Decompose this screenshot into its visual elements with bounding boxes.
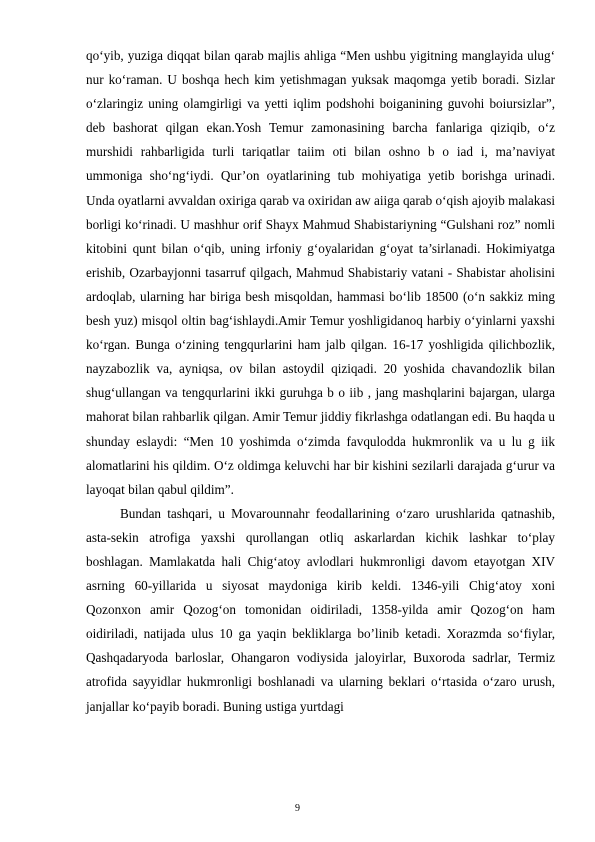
paragraph-2: Bundan tashqari, u Movarounnahr feodallarining o‘zaro urushlarida qatnashib, asta-sekin atrofiga yaxshi qurollangan otliq askarlardan kichik lashkar to‘play boshlagan. Mamlakatda hali Chig‘atoy avlodlari hukmronligi davom etayotgan XIV asrning 60-yillarida u siyosat maydoniga kirib keldi. 1346-yili Chig‘atoy xoni Qozonxon amir Qozog‘on tomonidan oidiriladi, 1358-yilda amir Qozog‘on ham oidiriladi, natijada ulus 10 ga yaqin bekliklarga bo’linib ketadi. Xorazmda so‘fiylar, Qashqadaryoda barloslar, Ohangaron vodiysida jaloyirlar, Buxoroda sadrlar, Termiz atrofida sayyidlar hukmronligi boshlanadi va ularning beklari o‘rtasida o‘zaro urush, janjallar ko‘payib boradi. Buning ustiga yurtdagi	[86, 505, 555, 714]
body-text	[86, 44, 555, 719]
paragraph-1: qo‘yib, yuziga diqqat bilan qarab majlis ahliga “Men ushbu yigitning manglayida ulug‘ nur ko‘raman. U boshqa hech kim yetishmagan yuksak maqomga yetib boradi. Sizlar o‘zlaringiz uning olamgirligi va yetti iqlim podshohi boiganining guvohi boiursizlar”, deb bashorat qilgan ekan.Yosh Temur zamonasining barcha fanlariga qiziqib, o‘z murshidi rahbarligida turli tariqatlar taiim oti bilan oshno b o iad i, ma’naviyat ummoniga sho‘ng‘iydi. Qur’on oyatlarining tub mohiyatiga yetib borishga urinadi. Unda oyatlarni avvaldan oxiriga qarab va oxiridan aw aiiga qarab o‘qish ajoyib malakasi borligi ko‘rinadi. U mashhur orif Shayx Mahmud Shabistariyning “Gulshani roz” nomli kitobini qunt bilan o‘qib, uning irfoniy g‘oyalaridan g‘oyat ta’sirlanadi. Hokimiyatga erishib, Ozarbayjonni tasarruf qilgach, Mahmud Shabistariy vatani - Shabistar aholisini ardoqlab, ularning har biriga besh misqoldan, hammasi bo‘lib 18500 (o‘n sakkiz ming besh yuz) misqol oltin bag‘ishlaydi.Amir Temur yoshligidanoq harbiy o‘yinlarni yaxshi ko‘rgan. Bunga o‘zining tengqurlarini ham jalb qilgan. 16-17 yoshligida qilichbozlik, nayzabozlik va, ayniqsa, ov bilan astoydil qiziqadi. 20 yoshida chavandozlik bilan shug‘ullangan va tengqurlarini ikki guruhga b o iib , jang mashqlarini bajargan, ularga mahorat bilan rahbarlik qilgan. Amir Temur jiddiy fikrlashga odatlangan edi. Bu haqda u shunday eslaydi: “Men 10 yoshimda o‘zimda favqulodda hukmronlik va u lu g iik alomatlarini his qildim. O‘z oldimga keluvchi har bir kishini sezilarli darajada g‘urur va layoqat bilan qabul qildim”.	[86, 48, 555, 497]
page-number: 9	[295, 803, 300, 814]
